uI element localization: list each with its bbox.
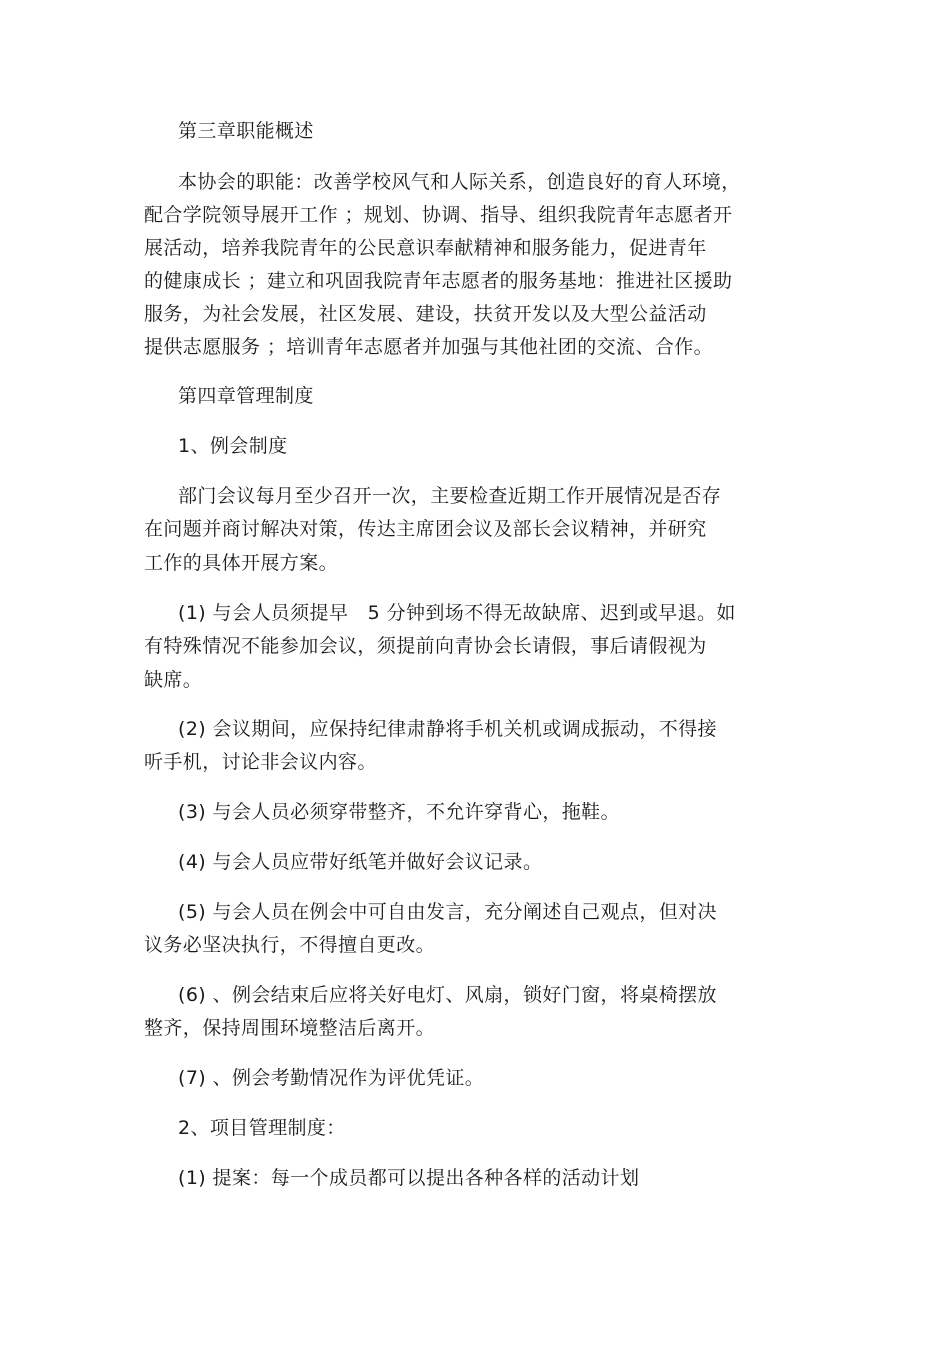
chapter4-heading: 第四章管理制度 (178, 385, 314, 407)
paragraph-line: 服务，为社会发展，社区发展、建设，扶贫开发以及大型公益活动 (144, 303, 707, 325)
paragraph-line: (6) 、例会结束后应将关好电灯、风扇，锁好门窗，将桌椅摆放 (178, 984, 717, 1006)
paragraph-line: 本协会的职能：改善学校风气和人际关系，创造良好的育人环境， (178, 171, 741, 193)
paragraph-line: (1) 与会人员须提早 5 分钟到场不得无故缺席、迟到或早退。如 (178, 602, 736, 624)
paragraph-line: 缺席。 (144, 669, 203, 691)
rule-3: (3) 与会人员必须穿带整齐，不允许穿背心，拖鞋。 (178, 801, 620, 823)
paragraph-line: (2) 会议期间，应保持纪律肃静将手机关机或调成振动，不得接 (178, 718, 717, 740)
section2-title: 2、项目管理制度： (178, 1117, 346, 1139)
paragraph-line: 的健康成长 ；建立和巩固我院青年志愿者的服务基地：推进社区援助 (144, 270, 733, 292)
paragraph-line: 提供志愿服务 ；培训青年志愿者并加强与其他社团的交流、合作。 (144, 336, 714, 358)
section1-title: 1、例会制度 (178, 435, 288, 457)
paragraph-line: 展活动，培养我院青年的公民意识奉献精神和服务能力，促进青年 (144, 237, 707, 259)
paragraph-line: 有特殊情况不能参加会议，须提前向青协会长请假，事后请假视为 (144, 635, 707, 657)
paragraph-line: 部门会议每月至少召开一次，主要检查近期工作开展情况是否存 (178, 485, 722, 507)
chapter3-heading: 第三章职能概述 (178, 120, 314, 142)
paragraph-line: 整齐，保持周围环境整洁后离开。 (144, 1017, 436, 1039)
paragraph-line: 议务必坚决执行，不得擅自更改。 (144, 934, 436, 956)
paragraph-line: (5) 与会人员在例会中可自由发言，充分阐述自己观点，但对决 (178, 901, 717, 923)
paragraph-line: 在问题并商讨解决对策，传达主席团会议及部长会议精神，并研究 (144, 518, 707, 540)
paragraph-line: 听手机，讨论非会议内容。 (144, 751, 377, 773)
paragraph-line: 工作的具体开展方案。 (144, 552, 339, 574)
rule-7: (7) 、例会考勤情况作为评优凭证。 (178, 1067, 485, 1089)
project-rule-1: (1) 提案：每一个成员都可以提出各种各样的活动计划 (178, 1167, 640, 1189)
paragraph-line: 配合学院领导展开工作 ；规划、协调、指导、组织我院青年志愿者开 (144, 204, 733, 226)
rule-4: (4) 与会人员应带好纸笔并做好会议记录。 (178, 851, 543, 873)
